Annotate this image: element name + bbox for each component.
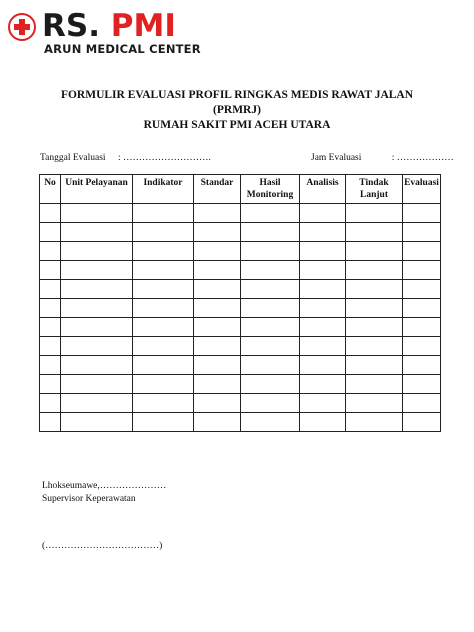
table-cell[interactable]: [300, 318, 346, 337]
table-row: [40, 413, 441, 432]
table-cell[interactable]: [133, 375, 194, 394]
table-cell[interactable]: [61, 337, 133, 356]
table-cell[interactable]: [40, 394, 61, 413]
table-cell[interactable]: [40, 413, 61, 432]
table-cell[interactable]: [241, 394, 300, 413]
table-cell[interactable]: [61, 261, 133, 280]
table-cell[interactable]: [133, 299, 194, 318]
title-line-2: (PRMRJ): [213, 104, 261, 116]
brand-pmi: PMI: [110, 8, 176, 44]
date-label: Tanggal Evaluasi: [40, 153, 106, 163]
col-header: Unit Pelayanan: [61, 175, 133, 204]
table-cell[interactable]: [61, 204, 133, 223]
table-cell[interactable]: [346, 223, 403, 242]
table-cell[interactable]: [403, 356, 441, 375]
table-cell[interactable]: [300, 299, 346, 318]
table-cell[interactable]: [346, 413, 403, 432]
table-cell[interactable]: [241, 280, 300, 299]
table-cell[interactable]: [241, 242, 300, 261]
table-cell[interactable]: [194, 337, 241, 356]
table-cell[interactable]: [194, 204, 241, 223]
table-cell[interactable]: [346, 394, 403, 413]
table-cell[interactable]: [241, 204, 300, 223]
table-cell[interactable]: [403, 318, 441, 337]
table-cell[interactable]: [346, 299, 403, 318]
table-cell[interactable]: [241, 318, 300, 337]
table-cell[interactable]: [40, 375, 61, 394]
table-cell[interactable]: [194, 356, 241, 375]
col-header: Analisis: [300, 175, 346, 204]
table-cell[interactable]: [133, 204, 194, 223]
table-cell[interactable]: [241, 356, 300, 375]
table-row: [40, 375, 441, 394]
col-header: Indikator: [133, 175, 194, 204]
table-cell[interactable]: [403, 223, 441, 242]
brand-rs: RS.: [42, 8, 100, 44]
table-row: [40, 280, 441, 299]
table-row: [40, 261, 441, 280]
table-cell[interactable]: [40, 223, 61, 242]
time-field: [311, 153, 454, 163]
table-cell[interactable]: [403, 280, 441, 299]
table-body: [40, 204, 441, 432]
table-cell[interactable]: [194, 318, 241, 337]
table-cell[interactable]: [241, 299, 300, 318]
table-cell[interactable]: [61, 356, 133, 375]
time-value: : ………………: [391, 153, 454, 163]
table-cell[interactable]: [133, 394, 194, 413]
table-cell[interactable]: [40, 299, 61, 318]
table-cell[interactable]: [40, 204, 61, 223]
form-title: [0, 88, 474, 133]
col-header: Hasil Monitoring: [241, 175, 300, 204]
table-cell[interactable]: [133, 413, 194, 432]
table-cell[interactable]: [241, 261, 300, 280]
table-cell[interactable]: [133, 318, 194, 337]
col-header: Standar: [194, 175, 241, 204]
signature-name-line: (………………………………): [42, 541, 163, 551]
table-cell[interactable]: [61, 394, 133, 413]
table-cell[interactable]: [300, 261, 346, 280]
table-cell[interactable]: [346, 375, 403, 394]
table-cell[interactable]: [300, 204, 346, 223]
table-cell[interactable]: [403, 375, 441, 394]
table-cell[interactable]: [194, 413, 241, 432]
table-cell[interactable]: [403, 204, 441, 223]
table-cell[interactable]: [300, 242, 346, 261]
table-cell[interactable]: [40, 337, 61, 356]
table-cell[interactable]: [194, 299, 241, 318]
table-cell[interactable]: [133, 280, 194, 299]
table-cell[interactable]: [61, 375, 133, 394]
date-value: : ……………………….: [117, 153, 211, 163]
table-cell[interactable]: [194, 261, 241, 280]
table-cell[interactable]: [241, 413, 300, 432]
table-row: [40, 204, 441, 223]
table-cell[interactable]: [194, 394, 241, 413]
table-cell[interactable]: [61, 223, 133, 242]
table-cell[interactable]: [403, 261, 441, 280]
table-row: [40, 356, 441, 375]
red-cross-icon: [8, 13, 36, 41]
brand-subtitle: ARUN MEDICAL CENTER: [44, 42, 201, 56]
table-cell[interactable]: [403, 413, 441, 432]
table-header-row: [40, 175, 441, 204]
table-cell[interactable]: [61, 299, 133, 318]
signature-place: Lhokseumawe,…………………: [42, 481, 167, 491]
table-cell[interactable]: [241, 375, 300, 394]
table-cell[interactable]: [61, 318, 133, 337]
table-cell[interactable]: [346, 337, 403, 356]
table-cell[interactable]: [40, 261, 61, 280]
table-cell[interactable]: [194, 242, 241, 261]
table-row: [40, 242, 441, 261]
table-cell[interactable]: [133, 223, 194, 242]
table-cell[interactable]: [194, 223, 241, 242]
table-cell[interactable]: [403, 337, 441, 356]
table-cell[interactable]: [133, 261, 194, 280]
table-row: [40, 318, 441, 337]
table-cell[interactable]: [300, 337, 346, 356]
table-cell[interactable]: [300, 223, 346, 242]
table-cell[interactable]: [403, 394, 441, 413]
table-cell[interactable]: [61, 280, 133, 299]
table-row: [40, 337, 441, 356]
table-cell[interactable]: [241, 337, 300, 356]
col-header: Evaluasi: [403, 175, 441, 204]
table-cell[interactable]: [300, 394, 346, 413]
evaluation-table: [39, 174, 441, 432]
signature-role: Supervisor Keperawatan: [42, 494, 136, 504]
table-cell[interactable]: [300, 356, 346, 375]
title-line-3: RUMAH SAKIT PMI ACEH UTARA: [143, 119, 331, 131]
table-row: [40, 394, 441, 413]
col-header: Tindak Lanjut: [346, 175, 403, 204]
table-cell[interactable]: [346, 261, 403, 280]
table-cell[interactable]: [241, 223, 300, 242]
table-cell[interactable]: [346, 242, 403, 261]
table-cell[interactable]: [346, 204, 403, 223]
table-row: [40, 299, 441, 318]
table-cell[interactable]: [40, 242, 61, 261]
col-header: No: [40, 175, 61, 204]
table-cell[interactable]: [403, 299, 441, 318]
table-cell[interactable]: [133, 356, 194, 375]
time-label: Jam Evaluasi: [311, 153, 362, 163]
table-cell[interactable]: [40, 356, 61, 375]
table-cell[interactable]: [300, 413, 346, 432]
table-cell[interactable]: [403, 242, 441, 261]
table-cell[interactable]: [300, 375, 346, 394]
table-row: [40, 223, 441, 242]
table-cell[interactable]: [346, 280, 403, 299]
table-cell[interactable]: [61, 413, 133, 432]
date-field: [40, 153, 211, 163]
table-cell[interactable]: [133, 337, 194, 356]
table-cell[interactable]: [133, 242, 194, 261]
title-line-1: FORMULIR EVALUASI PROFIL RINGKAS MEDIS RAWAT JALAN: [60, 89, 414, 101]
table-cell[interactable]: [300, 280, 346, 299]
table-cell[interactable]: [194, 375, 241, 394]
table-cell[interactable]: [346, 356, 403, 375]
table-cell[interactable]: [61, 242, 133, 261]
table-cell[interactable]: [194, 280, 241, 299]
table-cell[interactable]: [40, 280, 61, 299]
brand-name: [42, 8, 176, 44]
table-cell[interactable]: [40, 318, 61, 337]
table-cell[interactable]: [346, 318, 403, 337]
